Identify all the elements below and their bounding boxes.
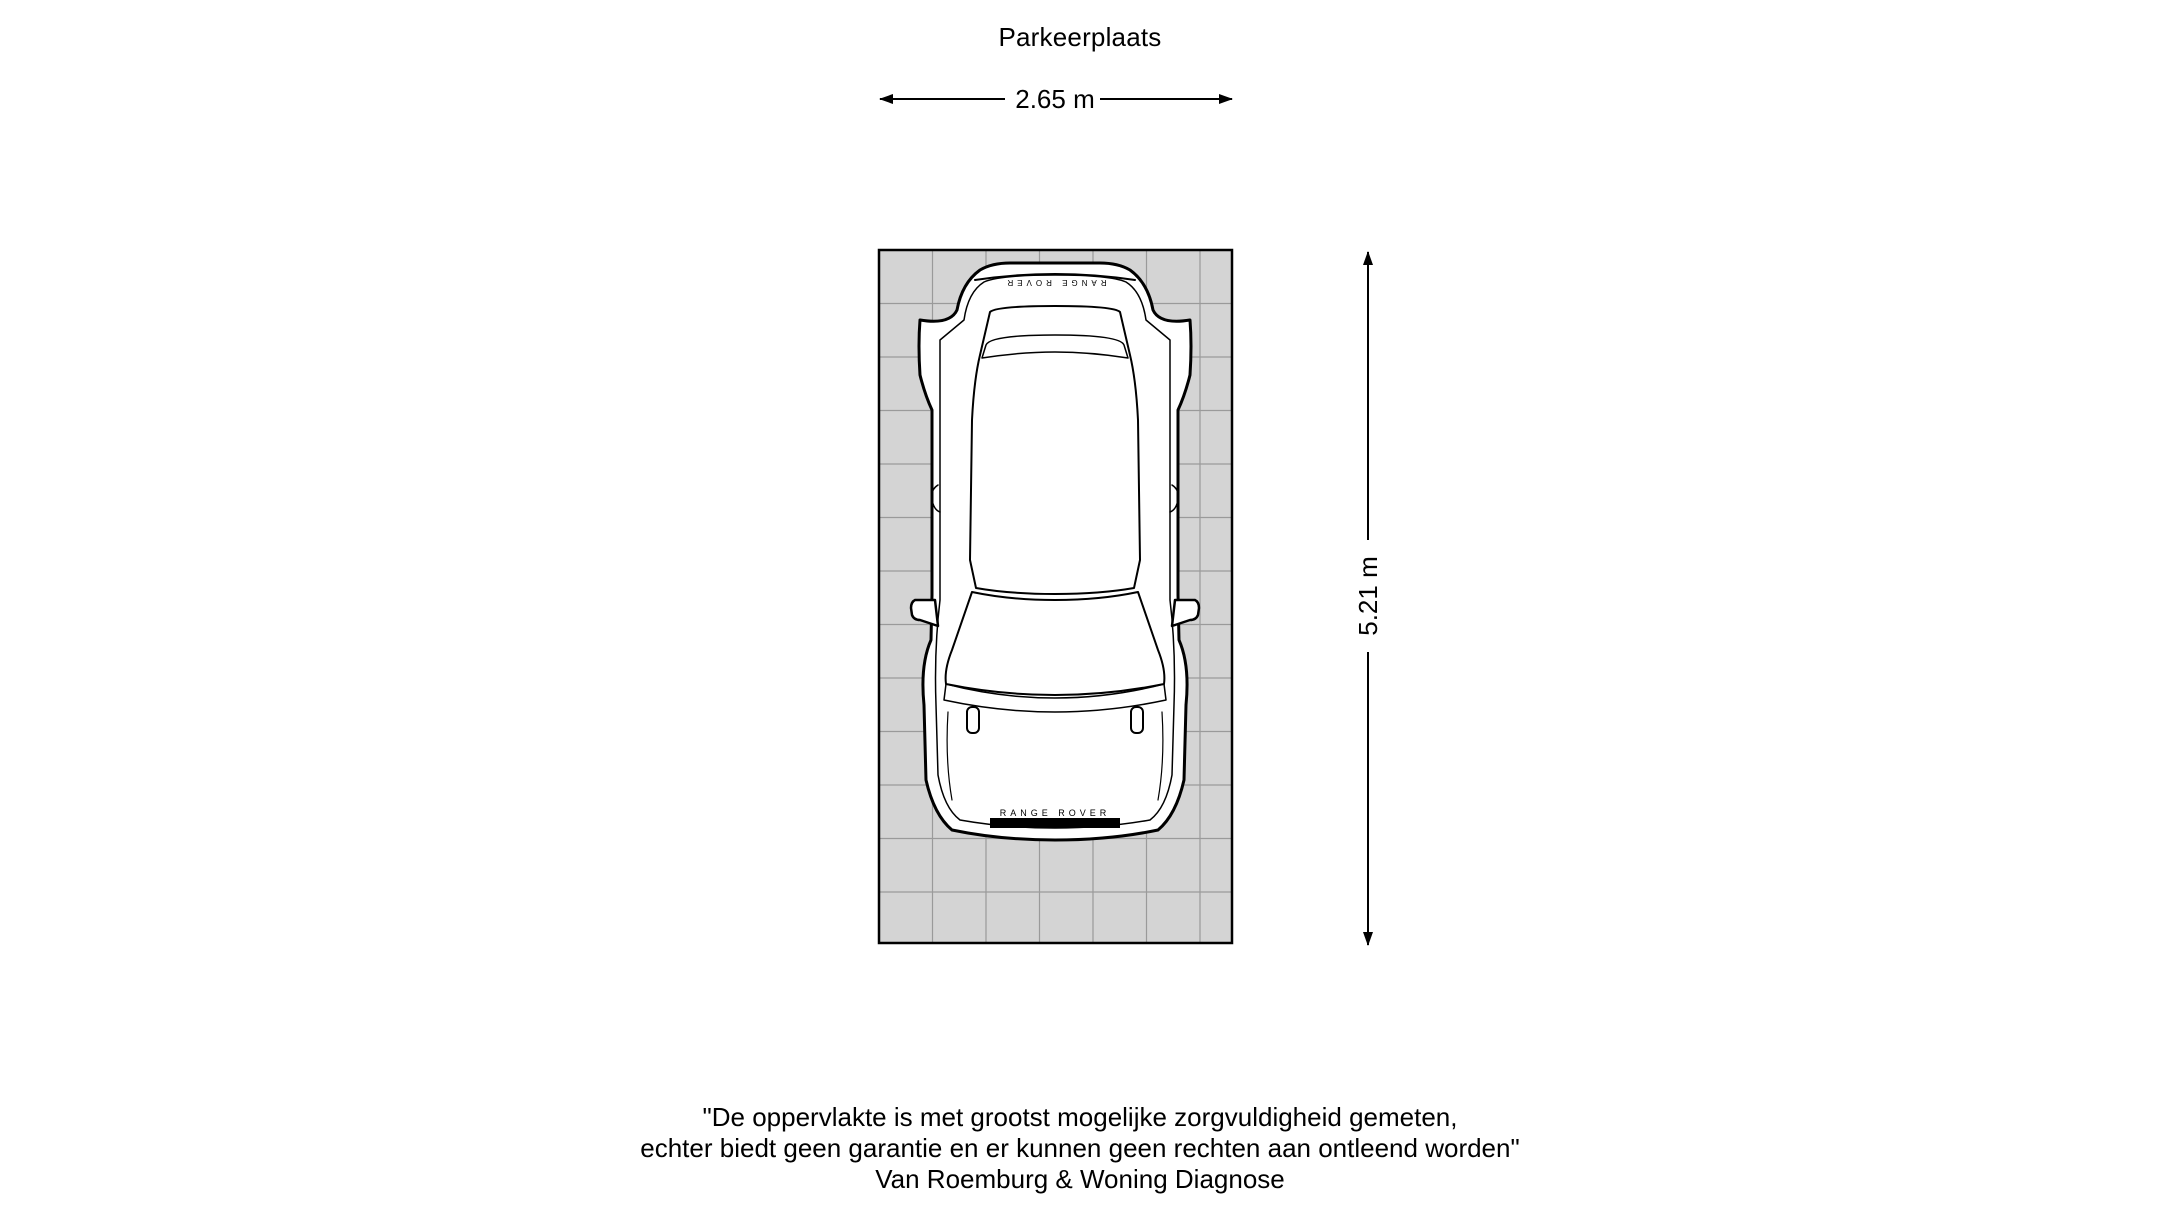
disclaimer-line-1: "De oppervlakte is met grootst mogelijke zorgvuldigheid gemeten, xyxy=(702,1102,1458,1132)
disclaimer-line-2: echter biedt geen garantie en er kunnen geen rechten aan ontleend worden" xyxy=(640,1133,1520,1163)
front-badge: RANGE ROVER xyxy=(999,808,1111,818)
front-grille xyxy=(990,818,1120,828)
disclaimer-line-3: Van Roemburg & Woning Diagnose xyxy=(875,1164,1285,1194)
length-dimension xyxy=(1353,252,1383,945)
width-dimension xyxy=(880,84,1232,114)
width-label: 2.65 m xyxy=(1015,84,1095,114)
car xyxy=(911,263,1199,840)
car-body xyxy=(919,263,1191,840)
rear-badge: RANGE ROVER xyxy=(1003,278,1107,287)
room-name: Parkeerplaats xyxy=(998,22,1162,52)
disclaimer xyxy=(0,1102,2160,1195)
length-label: 5.21 m xyxy=(1353,556,1383,636)
